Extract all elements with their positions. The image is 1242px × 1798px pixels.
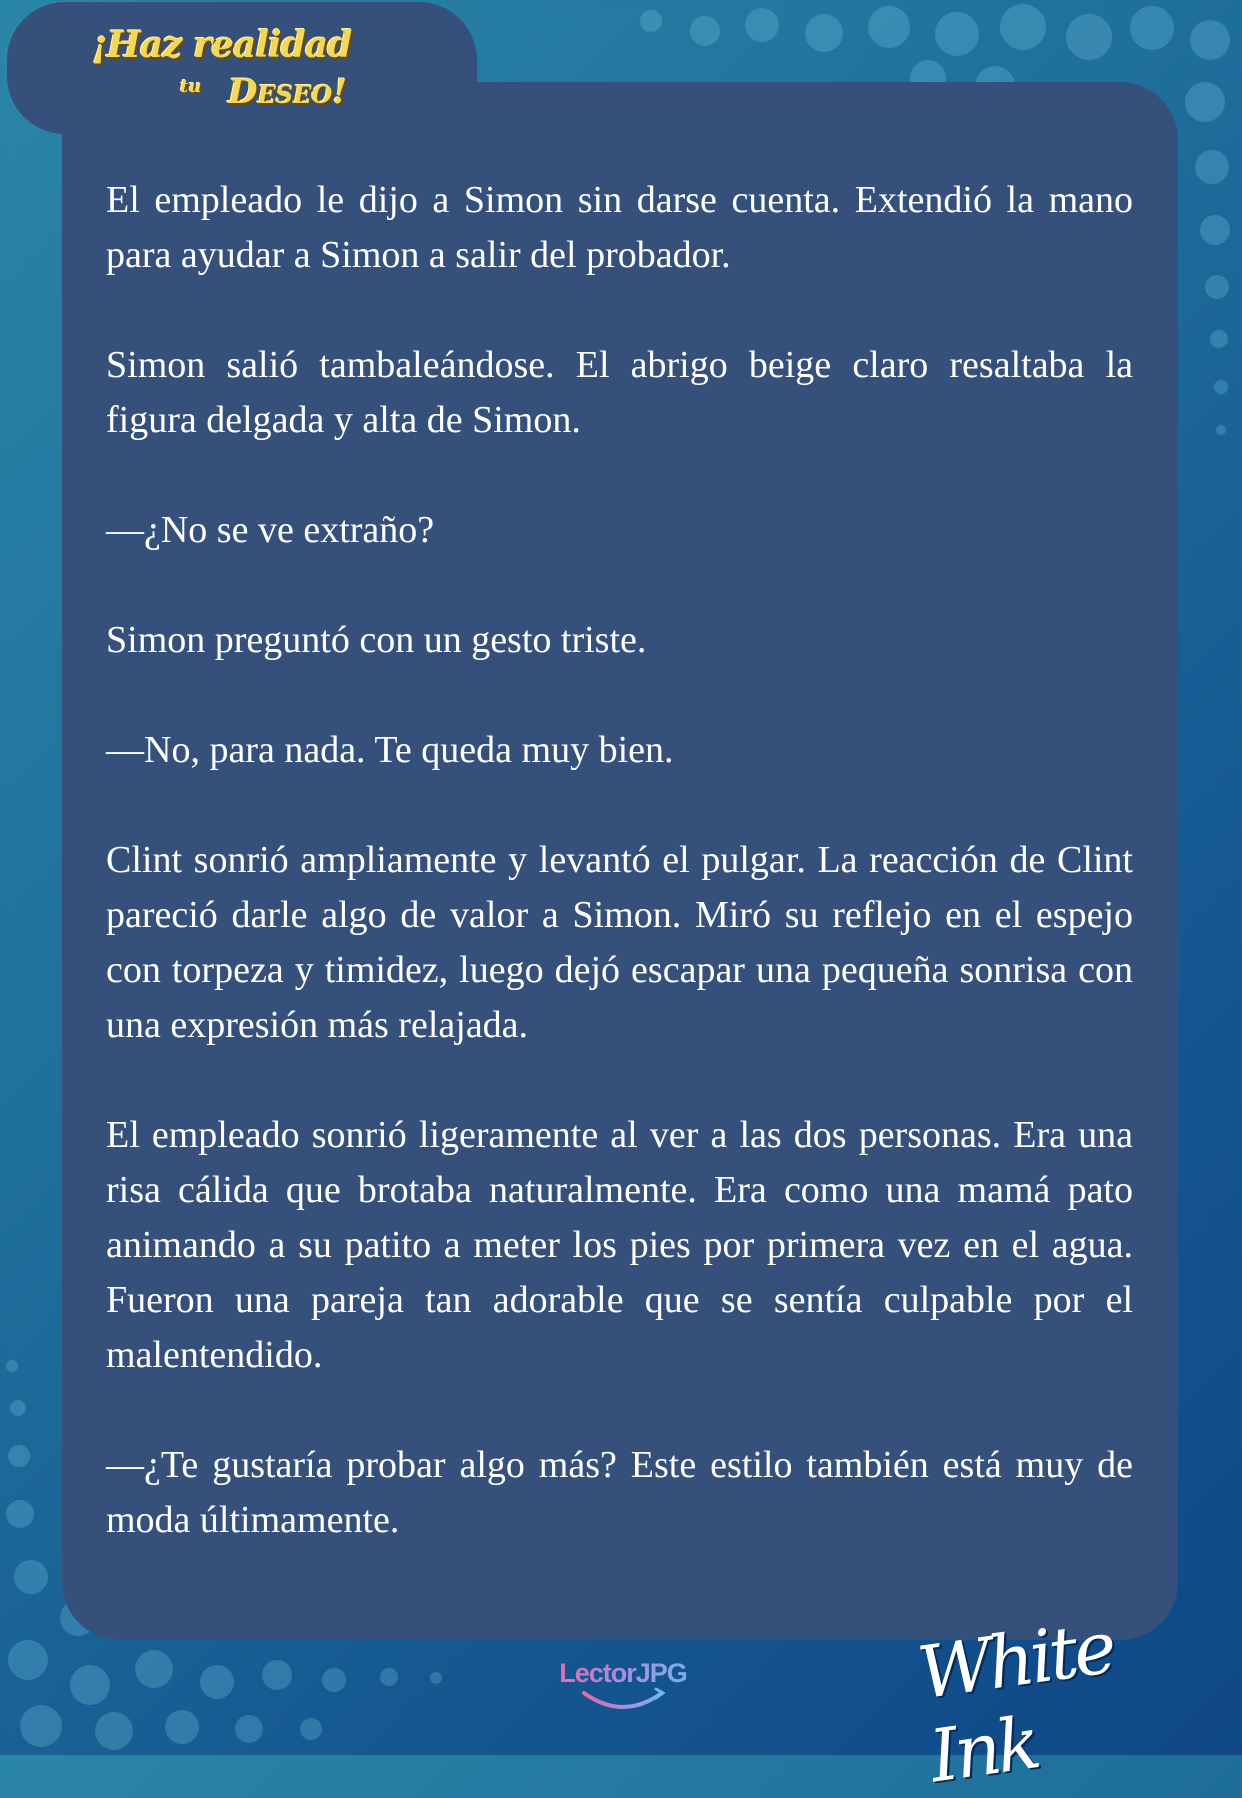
background-dot [745, 8, 779, 42]
background-dot [1185, 82, 1225, 122]
background-dot [200, 1665, 234, 1699]
background-dot [6, 1500, 34, 1528]
background-dot [1195, 150, 1229, 184]
background-dot [380, 1668, 398, 1686]
background-dot [8, 1445, 30, 1467]
background-dot [1190, 20, 1230, 60]
background-dot [14, 1560, 48, 1594]
paragraph: —No, para nada. Te queda muy bien. [106, 729, 674, 771]
background-dot [935, 12, 979, 56]
background-dot [640, 10, 662, 32]
background-dot [135, 1650, 173, 1688]
background-dot [805, 14, 843, 52]
background-dot [690, 16, 720, 46]
paragraph: Simon preguntó con un gesto triste. [106, 619, 647, 661]
logo-line-2: Deseo! [228, 72, 348, 112]
background-dot [6, 1360, 18, 1372]
background-dot [95, 1712, 133, 1750]
background-dot [1000, 4, 1046, 50]
paragraph: —¿No se ve extraño? [106, 509, 435, 551]
background-dot [1066, 14, 1112, 60]
lectorjpg-watermark [548, 1658, 698, 1728]
paragraph: Clint sonrió ampliamente y levantó el pulgar. La reacción de Clint pareció darle algo de valor a Simon. Miró su reflejo en el espejo con torpeza y timidez, luego dejó escapar una pequeña sonrisa con una expresión más relajada. [106, 839, 1133, 1046]
background-dot [430, 1672, 442, 1684]
background-dot [1216, 425, 1226, 435]
watermark-text: LectorJPG [548, 1658, 698, 1689]
white-ink-signature: White Ink [913, 1604, 1118, 1798]
background-dot [10, 1400, 26, 1416]
logo-small-word: tu [180, 76, 202, 97]
background-dot [322, 1668, 346, 1692]
background-dot [262, 1660, 292, 1690]
background-dot [300, 1718, 322, 1740]
background-dot [165, 1710, 199, 1744]
brand-logo [92, 18, 392, 123]
background-dot [1200, 215, 1230, 245]
paragraph: El empleado sonrió ligeramente al ver a las dos personas. Era una risa cálida que brotaba naturalmente. Era como una mamá pato animando a su patito a meter los pies por primera vez en el agua. Fueron una pareja tan adorable que se sentía culpable por el malentendido. [106, 1114, 1133, 1376]
background-dot [868, 6, 910, 48]
logo-line-1: ¡Haz realidad [92, 24, 352, 66]
paragraph: Simon salió tambaleándose. El abrigo beige claro resaltaba la figura delgada y alta de Simon. [106, 344, 1133, 441]
background-dot [8, 1640, 48, 1680]
background-dot [235, 1715, 263, 1743]
story-text [106, 173, 1133, 1548]
background-dot [1214, 380, 1228, 394]
background-dot [1210, 330, 1228, 348]
background-dot [70, 1665, 110, 1705]
smile-icon [578, 1687, 668, 1713]
paragraph: El empleado le dijo a Simon sin darse cuenta. Extendió la mano para ayudar a Simon a salir del probador. [106, 179, 1133, 276]
paragraph: —¿Te gustaría probar algo más? Este estilo también está muy de moda últimamente. [106, 1444, 1133, 1541]
background-dot [20, 1705, 62, 1747]
background-dot [1130, 6, 1174, 50]
background-dot [1205, 275, 1229, 299]
